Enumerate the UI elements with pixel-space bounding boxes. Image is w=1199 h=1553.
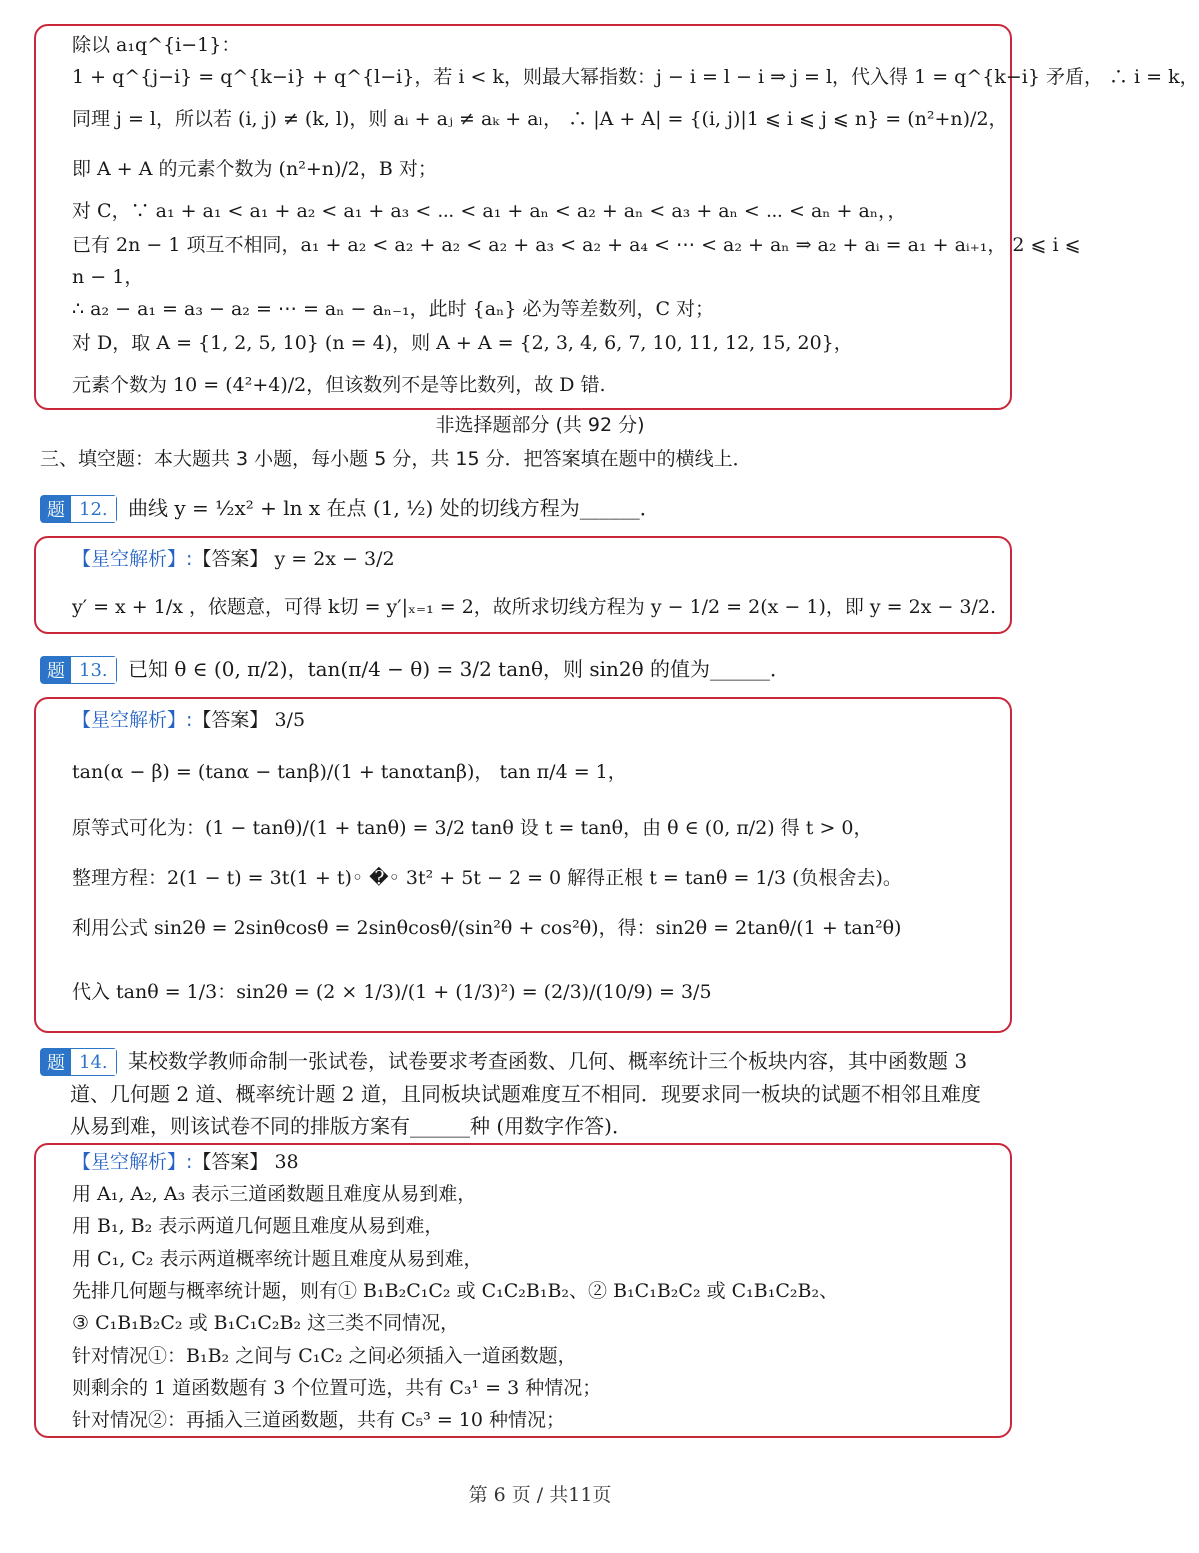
- analysis-label: 【星空解析】:: [72, 1151, 193, 1173]
- solution-line: 对 D，取 A = {1, 2, 5, 10} (n = 4)，则 A + A = {2, 3, 4, 6, 7, 10, 11, 12, 15, 20}，: [72, 332, 853, 354]
- solution-line: 利用公式 sin2θ = 2sinθcosθ = 2sinθcosθ/(sin²θ + cos²θ)，得：sin2θ = 2tanθ/(1 + tan²θ): [72, 917, 902, 939]
- answer-value: y = 2x − 3/2: [274, 548, 395, 570]
- solution-line: 1 + q^{j−i} = q^{k−i} + q^{l−i}，若 i < k，则最大幂指数：j − i = l − i ⇒ j = l，代入得 1 = q^{k−i} 矛盾， ∴ i = k，: [72, 66, 1199, 88]
- solution-line: tan(α − β) = (tanα − tanβ)/(1 + tanαtanβ)， tan π/4 = 1，: [72, 761, 627, 783]
- question-tag: 题: [41, 657, 71, 683]
- answer-line: [72, 544, 395, 574]
- solution-line: 针对情况①：B₁B₂ 之间与 C₁C₂ 之间必须插入一道函数题，: [72, 1345, 577, 1367]
- answer-label: 【答案】: [192, 709, 269, 731]
- question-tag: 题: [41, 1049, 71, 1075]
- page-footer: 第 6 页 / 共11页: [468, 1484, 612, 1506]
- question-badge-12: [40, 495, 117, 523]
- answer-value: 3/5: [274, 709, 306, 731]
- solution-line: 元素个数为 10 = (4²+4)/2，但该数列不是等比数列，故 D 错.: [72, 374, 606, 396]
- question-text-13: 已知 θ ∈ (0, π/2)，tan(π/4 − θ) = 3/2 tanθ，则 sin2θ 的值为______．: [128, 657, 791, 681]
- question-badge-13: [40, 656, 117, 684]
- solution-box-continued: [34, 24, 1199, 410]
- solution-line: 整理方程：2(1 − t) = 3t(1 + t)◦ �◦ 3t² + 5t − 2 = 0 解得正根 t = tanθ = 1/3 (负根舍去)。: [72, 867, 902, 889]
- solution-box-14: [34, 1143, 1012, 1438]
- solution-line: 同理 j = l，所以若 (i, j) ≠ (k, l)，则 aᵢ + aⱼ ≠ aₖ + aₗ， ∴ |A + A| = {(i, j)|1 ⩽ i ⩽ j ⩽ n} = (n²+n)/2，: [72, 108, 1008, 130]
- solution-line: 用 C₁, C₂ 表示两道概率统计题且难度从易到难，: [72, 1248, 483, 1270]
- solution-line: ∴ a₂ − a₁ = a₃ − a₂ = ⋯ = aₙ − aₙ₋₁，此时 {aₙ} 必为等差数列，C 对；: [72, 298, 715, 320]
- answer-line: [72, 705, 305, 735]
- solution-line: 已有 2n − 1 项互不相同，a₁ + a₂ < a₂ + a₂ < a₂ + a₃ < a₂ + a₄ < ⋯ < a₂ + aₙ ⇒ a₂ + aᵢ = a₁ + aᵢ₊₁， 2 ⩽ i ⩽: [72, 234, 1081, 256]
- question-text-14-line3: 从易到难，则该试卷不同的排版方案有______种 (用数字作答)．: [70, 1114, 632, 1138]
- solution-line: 用 A₁, A₂, A₃ 表示三道函数题且难度从易到难，: [72, 1183, 477, 1205]
- answer-line: [72, 1147, 299, 1177]
- question-number: 12.: [71, 496, 116, 522]
- solution-line: 先排几何题与概率统计题，则有① B₁B₂C₁C₂ 或 C₁C₂B₁B₂、② B₁C₁B₂C₂ 或 C₁B₁C₂B₂、: [72, 1280, 839, 1302]
- section-title: 非选择题部分 (共 92 分): [435, 414, 645, 436]
- solution-line: 则剩余的 1 道函数题有 3 个位置可选，共有 C₃¹ = 3 种情况；: [72, 1377, 602, 1399]
- answer-label: 【答案】: [192, 1151, 269, 1173]
- solution-line: 除以 a₁q^{i−1}：: [72, 34, 241, 56]
- answer-label: 【答案】: [192, 548, 269, 570]
- solution-line: ③ C₁B₁B₂C₂ 或 B₁C₁C₂B₂ 这三类不同情况，: [72, 1312, 460, 1334]
- question-text-14-line2: 道、几何题 2 道、概率统计题 2 道，且同板块试题难度互不相同．现要求同一板块的试题不相邻且难度: [70, 1082, 981, 1106]
- question-number: 13.: [71, 657, 116, 683]
- question-text-14-line1: 某校数学教师命制一张试卷，试卷要求考查函数、几何、概率统计三个板块内容，其中函数题 3: [128, 1049, 968, 1073]
- solution-line: 用 B₁, B₂ 表示两道几何题且难度从易到难，: [72, 1215, 444, 1237]
- question-text-12: 曲线 y = ½x² + ln x 在点 (1, ½) 处的切线方程为______．: [128, 496, 660, 520]
- solution-line: 对 C，∵ a₁ + a₁ < a₁ + a₂ < a₁ + a₃ < ⋯ < a₁ + aₙ < a₂ + aₙ < a₃ + aₙ < ⋯ < aₙ + aₙ，，: [72, 200, 907, 222]
- solution-box-13: [34, 697, 1012, 1033]
- solution-line: n − 1，: [72, 266, 144, 288]
- question-number: 14.: [71, 1049, 116, 1075]
- section-intro: 三、填空题：本大题共 3 小题，每小题 5 分，共 15 分．把答案填在题中的横线上．: [40, 448, 752, 470]
- solution-line: 即 A + A 的元素个数为 (n²+n)/2，B 对；: [72, 158, 437, 180]
- solution-line: 原等式可化为：(1 − tanθ)/(1 + tanθ) = 3/2 tanθ 设 t = tanθ，由 θ ∈ (0, π/2) 得 t > 0，: [72, 817, 873, 839]
- solution-line: 代入 tanθ = 1/3：sin2θ = (2 × 1/3)/(1 + (1/3)²) = (2/3)/(10/9) = 3/5: [72, 981, 712, 1003]
- solution-box-12: [34, 536, 1012, 634]
- solution-line: 针对情况②：再插入三道函数题，共有 C₅³ = 10 种情况；: [72, 1409, 566, 1431]
- answer-value: 38: [274, 1151, 299, 1173]
- solution-line: y′ = x + 1/x ，依题意，可得 k切 = y′|ₓ₌₁ = 2，故所求切线方程为 y − 1/2 = 2(x − 1)，即 y = 2x − 3/2.: [72, 596, 997, 618]
- question-badge-14: [40, 1048, 117, 1076]
- question-tag: 题: [41, 496, 71, 522]
- analysis-label: 【星空解析】:: [72, 548, 193, 570]
- analysis-label: 【星空解析】:: [72, 709, 193, 731]
